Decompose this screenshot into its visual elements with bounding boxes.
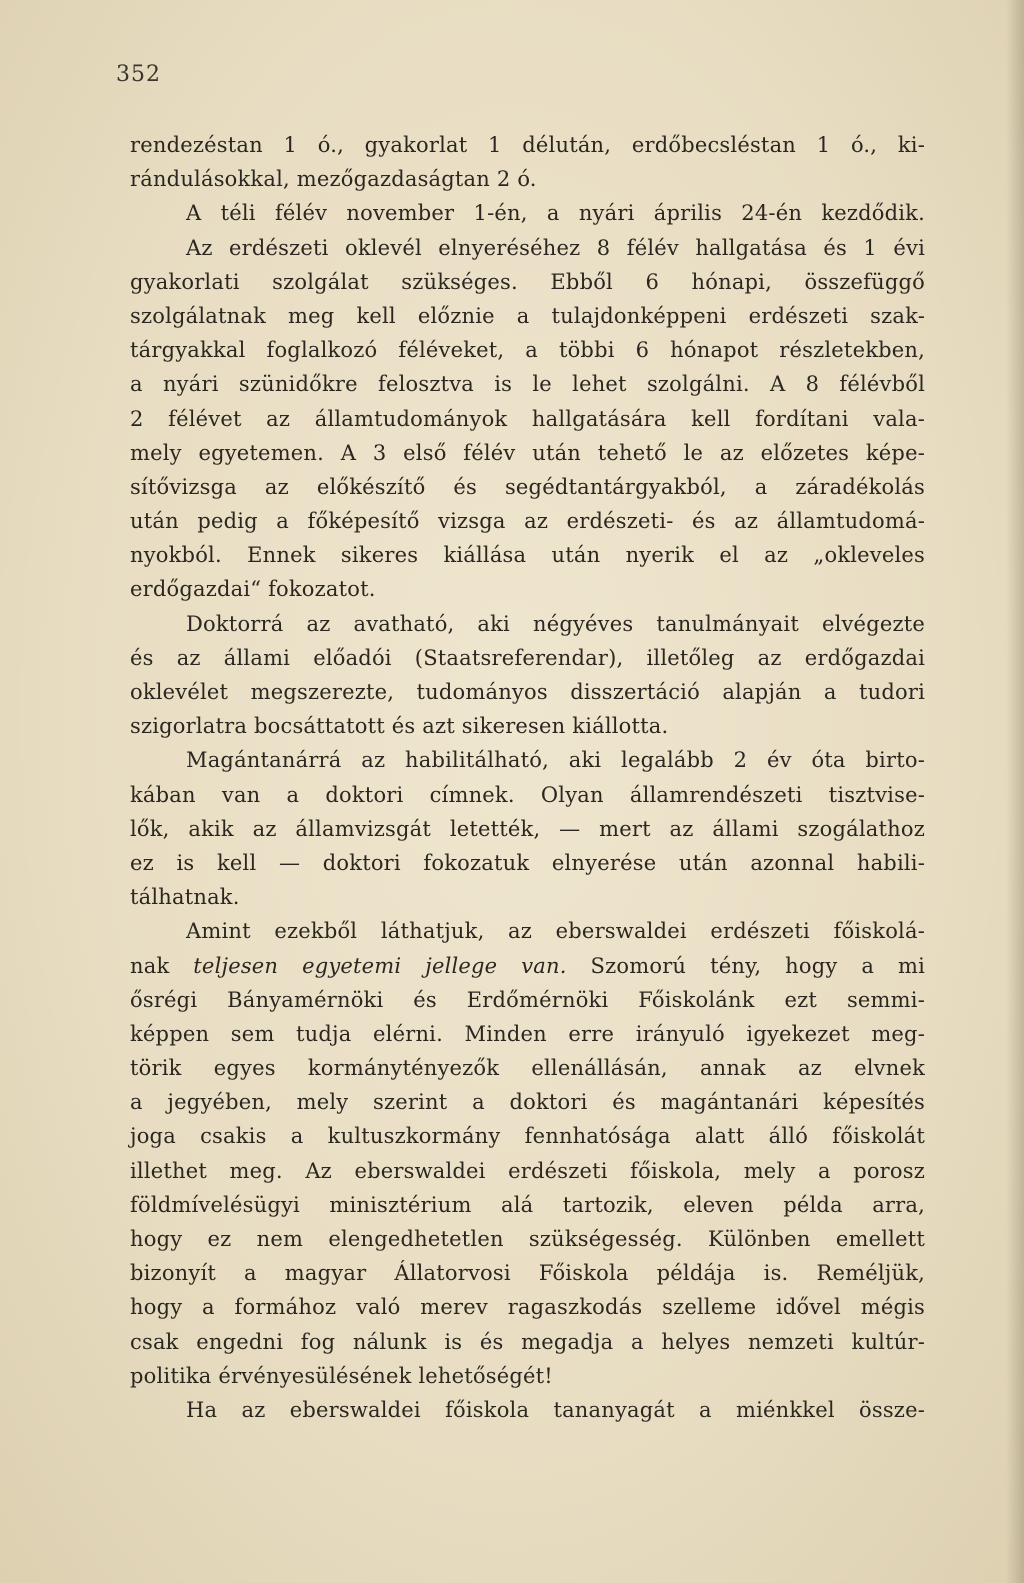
text-line: Doktorrá az avatható, aki négyéves tanulmányait elvégezte: [186, 611, 925, 636]
text-line: gyakorlati szolgálat szükséges. Ebből 6 hónapi, összefüggő: [130, 269, 925, 294]
text-line: után pedig a főképesítő vizsga az erdészeti- és az államtudomá-: [130, 509, 925, 534]
text-line: politika érvényesülésének lehetőségét!: [130, 1363, 553, 1388]
text-line: ez is kell — doktori fokozatuk elnyerése után azonnal habili-: [130, 850, 925, 875]
text-line: hogy a formához való merev ragaszkodás szelleme idővel mégis: [130, 1295, 925, 1320]
text-line: csak engedni fog nálunk is és megadja a helyes nemzeti kultúr-: [130, 1329, 925, 1354]
text-line: lők, akik az államvizsgát letették, — mert az állami szogálathoz: [130, 816, 925, 841]
text-line: rándulásokkal, mezőgazdaságtan 2 ó.: [130, 167, 537, 192]
text-line: erdőgazdai“ fokozatot.: [130, 577, 376, 602]
text-line: és az állami előadói (Staatsreferendar), illetőleg az erdőgazdai: [130, 645, 925, 670]
text-line-with-italic: [130, 949, 925, 983]
text-line: Ha az eberswaldei főiskola tananyagát a miénkkel össze-: [186, 1397, 925, 1422]
text-line: 2 félévet az államtudományok hallgatására kell fordítani vala-: [130, 406, 925, 431]
text-line: földmívelésügyi minisztérium alá tartozik, eleven példa arra,: [130, 1192, 925, 1217]
text-line: Az erdészeti oklevél elnyeréséhez 8 félév hallgatása és 1 évi: [186, 235, 925, 260]
text-line: ősrégi Bányamérnöki és Erdőmérnöki Főiskolánk ezt semmi-: [130, 987, 925, 1012]
text-segment: Szomorú tény, hogy a mi: [566, 953, 925, 978]
text-line: törik egyes kormánytényezők ellenállásán, annak az elvnek: [130, 1056, 925, 1081]
page-edge-shadow: [1006, 0, 1024, 1583]
italic-phrase: teljesen egyetemi jellege van.: [193, 953, 567, 978]
text-line: joga csakis a kultuszkormány fennhatósága alatt álló főiskolát: [130, 1124, 925, 1149]
text-segment: nak: [130, 953, 194, 978]
text-line: bizonyít a magyar Állatorvosi Főiskola példája is. Reméljük,: [130, 1261, 925, 1286]
text-line: Amint ezekből láthatjuk, az eberswaldei erdészeti főiskolá-: [186, 919, 925, 944]
text-line: tárgyakkal foglalkozó féléveket, a többi 6 hónapot részletekben,: [130, 338, 925, 363]
text-line: szolgálatnak meg kell előznie a tulajdonképpeni erdészeti szak-: [130, 303, 925, 328]
text-line: a nyári szünidőkre felosztva is le lehet szolgálni. A 8 félévből: [130, 372, 925, 397]
text-line: oklevélet megszerezte, tudományos disszertáció alapján a tudori: [130, 680, 925, 704]
text-line: A téli félév november 1-én, a nyári április 24-én kezdődik.: [186, 201, 925, 226]
page-number: 352: [116, 62, 161, 87]
body-text: [130, 128, 925, 1427]
text-line: sítővizsga az előkészítő és segédtantárgyakból, a záradékolás: [130, 474, 925, 499]
text-line: mely egyetemen. A 3 első félév után tehető le az előzetes képe-: [130, 440, 925, 465]
text-line: illethet meg. Az eberswaldei erdészeti főiskola, mely a porosz: [130, 1158, 925, 1183]
text-line: kában van a doktori címnek. Olyan államrendészeti tisztvise-: [130, 782, 925, 807]
text-line: a jegyében, mely szerint a doktori és magántanári képesítés: [130, 1090, 925, 1115]
text-line: rendezéstan 1 ó., gyakorlat 1 délután, erdőbecsléstan 1 ó., ki-: [130, 133, 925, 157]
text-line: Magántanárrá az habilitálható, aki legalább 2 év óta birto-: [186, 748, 925, 773]
text-line: tálhatnak.: [130, 885, 240, 910]
text-line: képpen sem tudja elérni. Minden erre irányuló igyekezet meg-: [130, 1021, 925, 1046]
text-line: nyokból. Ennek sikeres kiállása után nyerik el az „okleveles: [130, 543, 925, 568]
text-line: hogy ez nem elengedhetetlen szükségesség. Különben emellett: [130, 1227, 925, 1251]
text-line: szigorlatra bocsáttatott és azt sikeresen kiállotta.: [130, 714, 669, 739]
